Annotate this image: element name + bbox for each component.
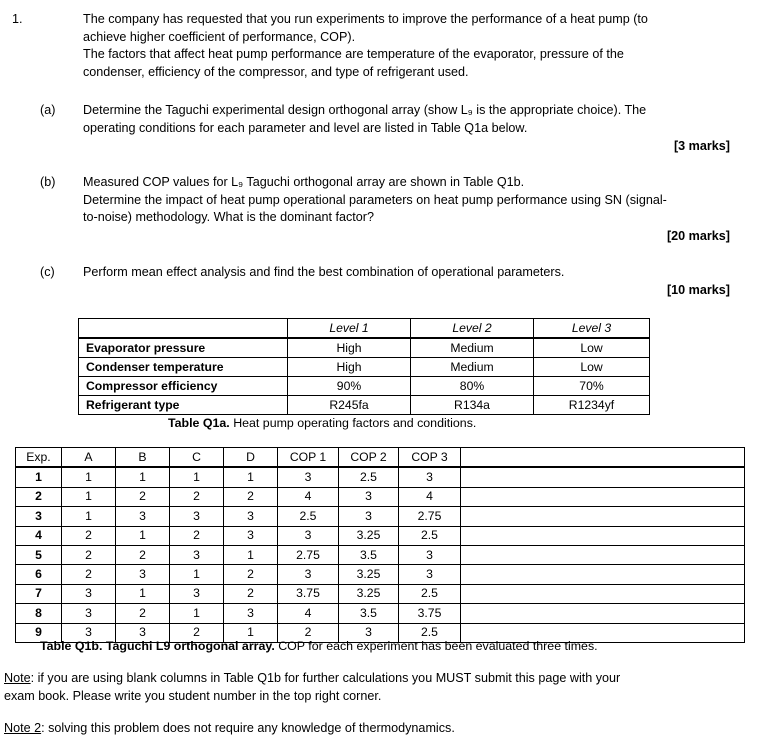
table-q1b-cell: 3 [170, 545, 224, 564]
table-q1b-cell: 3.5 [339, 545, 399, 564]
table-q1b-exp-number: 2 [16, 487, 62, 506]
table-q1a-caption-text: Heat pump operating factors and conditions. [229, 416, 477, 430]
table-q1b-cell: 2.5 [399, 526, 461, 545]
table-q1a-caption [168, 415, 476, 433]
table-q1a-cell: R245fa [288, 396, 411, 415]
table-q1b-caption-label: Table Q1b. Taguchi L9 orthogonal array. [40, 639, 275, 653]
table-q1b-cell: 3 [339, 487, 399, 506]
table-q1a-row [79, 338, 650, 358]
table-q1a-cell: High [288, 358, 411, 377]
part-a-label: (a) [40, 103, 56, 117]
part-b-line: Determine the impact of heat pump operational parameters on heat pump performance using SN (signal- [83, 192, 667, 207]
table-q1b-exp-number: 6 [16, 565, 62, 584]
table-q1b-cell: 3 [399, 565, 461, 584]
table-q1b-exp-number: 4 [16, 526, 62, 545]
part-a-line: operating conditions for each parameter and level are listed in Table Q1a below. [83, 120, 528, 135]
table-q1b-cell: 1 [62, 487, 116, 506]
note-1-line [4, 670, 620, 688]
table-q1b-blank-cell[interactable] [461, 507, 745, 526]
table-q1b-cell: 2.5 [399, 623, 461, 642]
table-q1b-cell: 2 [116, 545, 170, 564]
table-q1a-cell: Medium [411, 358, 534, 377]
part-b-line: Measured COP values for L₉ Taguchi orthogonal array are shown in Table Q1b. [83, 175, 525, 189]
table-q1b-cell: 3 [116, 623, 170, 642]
intro-line: The factors that affect heat pump performance are temperature of the evaporator, pressure of the [83, 47, 624, 61]
table-q1b-cell: 1 [62, 467, 116, 487]
table-q1b-blank-cell[interactable] [461, 584, 745, 603]
part-b-text [83, 174, 733, 227]
table-q1b-cell: 2 [278, 623, 339, 642]
table-q1b-cell: 2.75 [278, 545, 339, 564]
note-1-label: Note [4, 671, 31, 685]
table-q1a-factor: Compressor efficiency [79, 377, 288, 396]
table-q1a-cell: 70% [534, 377, 650, 396]
table-q1b-blank-cell[interactable] [461, 604, 745, 623]
table-q1b-cell: 2.5 [399, 584, 461, 603]
table-q1a-level-header: Level 2 [411, 319, 534, 339]
table-q1b-row [16, 584, 745, 603]
table-q1b-cell: 1 [170, 467, 224, 487]
table-q1b-body [16, 467, 745, 642]
question-number: 1. [12, 12, 23, 26]
part-a-line: Determine the Taguchi experimental design orthogonal array (show L₉ is the appropriate choice). The [83, 103, 647, 117]
note-2-text: : solving this problem does not require any knowledge of thermodynamics. [41, 721, 455, 735]
table-q1b-cell: 3.75 [278, 584, 339, 603]
table-q1b-cell: 3 [170, 584, 224, 603]
table-q1b-cell: 3.75 [399, 604, 461, 623]
table-q1b-cell: 1 [116, 584, 170, 603]
intro-line: achieve higher coefficient of performance, COP). [83, 29, 356, 44]
part-c-line: Perform mean effect analysis and find the best combination of operational parameters. [83, 265, 565, 279]
table-q1b-cell: 3 [224, 507, 278, 526]
table-q1b-cell: 4 [399, 487, 461, 506]
part-b-line: to-noise) methodology. What is the dominant factor? [83, 210, 374, 224]
note-1 [4, 670, 620, 705]
table-q1b-cell: 3 [399, 545, 461, 564]
table-q1b-cell: 3.5 [339, 604, 399, 623]
table-q1b-cell: 3 [278, 467, 339, 487]
table-q1a-cell: R134a [411, 396, 534, 415]
table-q1b-cell: 3.25 [339, 584, 399, 603]
table-q1b-cell: 2.5 [339, 467, 399, 487]
table-q1b-header: COP 1 [278, 448, 339, 468]
table-q1b [15, 447, 745, 643]
intro-line: condenser, efficiency of the compressor, and type of refrigerant used. [83, 64, 469, 79]
table-q1a-factor: Condenser temperature [79, 358, 288, 377]
table-q1b-cell: 3.25 [339, 526, 399, 545]
note-2-label: Note 2 [4, 721, 42, 735]
table-q1a-corner [79, 319, 288, 339]
table-q1b-header: C [170, 448, 224, 468]
table-q1b-exp-number: 7 [16, 584, 62, 603]
table-q1b-cell: 2 [170, 526, 224, 545]
table-q1b-header: B [116, 448, 170, 468]
table-q1b-cell: 2 [62, 565, 116, 584]
table-q1a-cell: Low [534, 358, 650, 377]
table-q1b-caption-text: COP for each experiment has been evaluated three times. [274, 639, 598, 653]
intro-line: The company has requested that you run experiments to improve the performance of a heat pump (to [83, 12, 648, 26]
part-c-label: (c) [40, 265, 55, 279]
table-q1b-cell: 2 [62, 545, 116, 564]
table-q1b-cell: 3 [62, 604, 116, 623]
table-q1b-blank-cell[interactable] [461, 545, 745, 564]
table-q1b-cell: 3 [224, 526, 278, 545]
table-q1a-header-row [79, 319, 650, 339]
note-1-text: : if you are using blank columns in Table Q1b for further calculations you MUST submit this page with your [30, 671, 621, 685]
table-q1b-cell: 1 [116, 526, 170, 545]
table-q1b-cell: 2 [224, 487, 278, 506]
table-q1b-blank-cell[interactable] [461, 565, 745, 584]
table-q1b-cell: 2 [170, 623, 224, 642]
table-q1b-header-row [16, 448, 745, 468]
table-q1b-blank-cell[interactable] [461, 526, 745, 545]
table-q1b-cell: 3 [278, 565, 339, 584]
table-q1b-cell: 3 [62, 584, 116, 603]
table-q1b-header: D [224, 448, 278, 468]
table-q1a [78, 318, 650, 415]
table-q1b-blank-column [461, 448, 745, 468]
table-q1a-cell: Medium [411, 338, 534, 358]
part-b-marks: [20 marks] [666, 229, 730, 243]
table-q1b-cell: 1 [224, 623, 278, 642]
table-q1b-cell: 3 [339, 623, 399, 642]
note-2 [4, 720, 455, 738]
table-q1b-exp-number: 8 [16, 604, 62, 623]
table-q1b-cell: 2 [116, 487, 170, 506]
table-q1b-cell: 2 [62, 526, 116, 545]
table-q1b-blank-cell[interactable] [461, 487, 745, 506]
table-q1a-level-header: Level 1 [288, 319, 411, 339]
part-c-text [83, 264, 733, 282]
table-q1b-cell: 3 [116, 507, 170, 526]
table-q1b-cell: 4 [278, 487, 339, 506]
table-q1a-level-header: Level 3 [534, 319, 650, 339]
table-q1b-cell: 3 [116, 565, 170, 584]
table-q1b-cell: 2 [224, 584, 278, 603]
table-q1b-cell: 1 [170, 604, 224, 623]
table-q1b-cell: 3 [339, 507, 399, 526]
table-q1a-factor: Refrigerant type [79, 396, 288, 415]
table-q1b-cell: 3 [278, 526, 339, 545]
table-q1a-row [79, 396, 650, 415]
table-q1b-row [16, 467, 745, 487]
table-q1b-header: A [62, 448, 116, 468]
table-q1b-header: Exp. [16, 448, 62, 468]
part-c-marks: [10 marks] [666, 283, 730, 297]
table-q1b-blank-cell[interactable] [461, 467, 745, 487]
table-q1b-cell: 2 [116, 604, 170, 623]
part-b-label: (b) [40, 175, 56, 189]
table-q1b-row [16, 507, 745, 526]
table-q1b-cell: 1 [224, 467, 278, 487]
table-q1b-cell: 2.75 [399, 507, 461, 526]
table-q1b-cell: 1 [62, 507, 116, 526]
part-a-text [83, 102, 733, 137]
table-q1b-cell: 1 [170, 565, 224, 584]
table-q1b-cell: 1 [116, 467, 170, 487]
table-q1b-exp-number: 5 [16, 545, 62, 564]
table-q1b-cell: 3 [170, 507, 224, 526]
table-q1a-cell: R1234yf [534, 396, 650, 415]
table-q1b-cell: 3.25 [339, 565, 399, 584]
table-q1b-exp-number: 9 [16, 623, 62, 642]
table-q1a-factor: Evaporator pressure [79, 338, 288, 358]
table-q1b-row [16, 545, 745, 564]
part-a-marks: [3 marks] [673, 139, 730, 153]
table-q1a-cell: High [288, 338, 411, 358]
table-q1b-cell: 1 [224, 545, 278, 564]
table-q1b-cell: 3 [399, 467, 461, 487]
table-q1b-row [16, 604, 745, 623]
table-q1b-cell: 4 [278, 604, 339, 623]
table-q1a-caption-label: Table Q1a. [168, 416, 230, 430]
table-q1b-cell: 3 [62, 623, 116, 642]
table-q1b-header: COP 2 [339, 448, 399, 468]
table-q1a-cell: Low [534, 338, 650, 358]
table-q1b-cell: 2 [170, 487, 224, 506]
table-q1b-cell: 2 [224, 565, 278, 584]
table-q1a-row [79, 358, 650, 377]
table-q1a-cell: 90% [288, 377, 411, 396]
table-q1b-cell: 2.5 [278, 507, 339, 526]
table-q1b-row [16, 526, 745, 545]
table-q1b-header: COP 3 [399, 448, 461, 468]
table-q1b-exp-number: 1 [16, 467, 62, 487]
table-q1b-row [16, 487, 745, 506]
note-1-line-2: exam book. Please write you student number in the top right corner. [4, 688, 382, 703]
question-intro [83, 11, 733, 81]
table-q1b-row [16, 565, 745, 584]
table-q1b-caption [40, 638, 598, 656]
table-q1a-cell: 80% [411, 377, 534, 396]
table-q1b-exp-number: 3 [16, 507, 62, 526]
table-q1a-row [79, 377, 650, 396]
table-q1b-cell: 3 [224, 604, 278, 623]
